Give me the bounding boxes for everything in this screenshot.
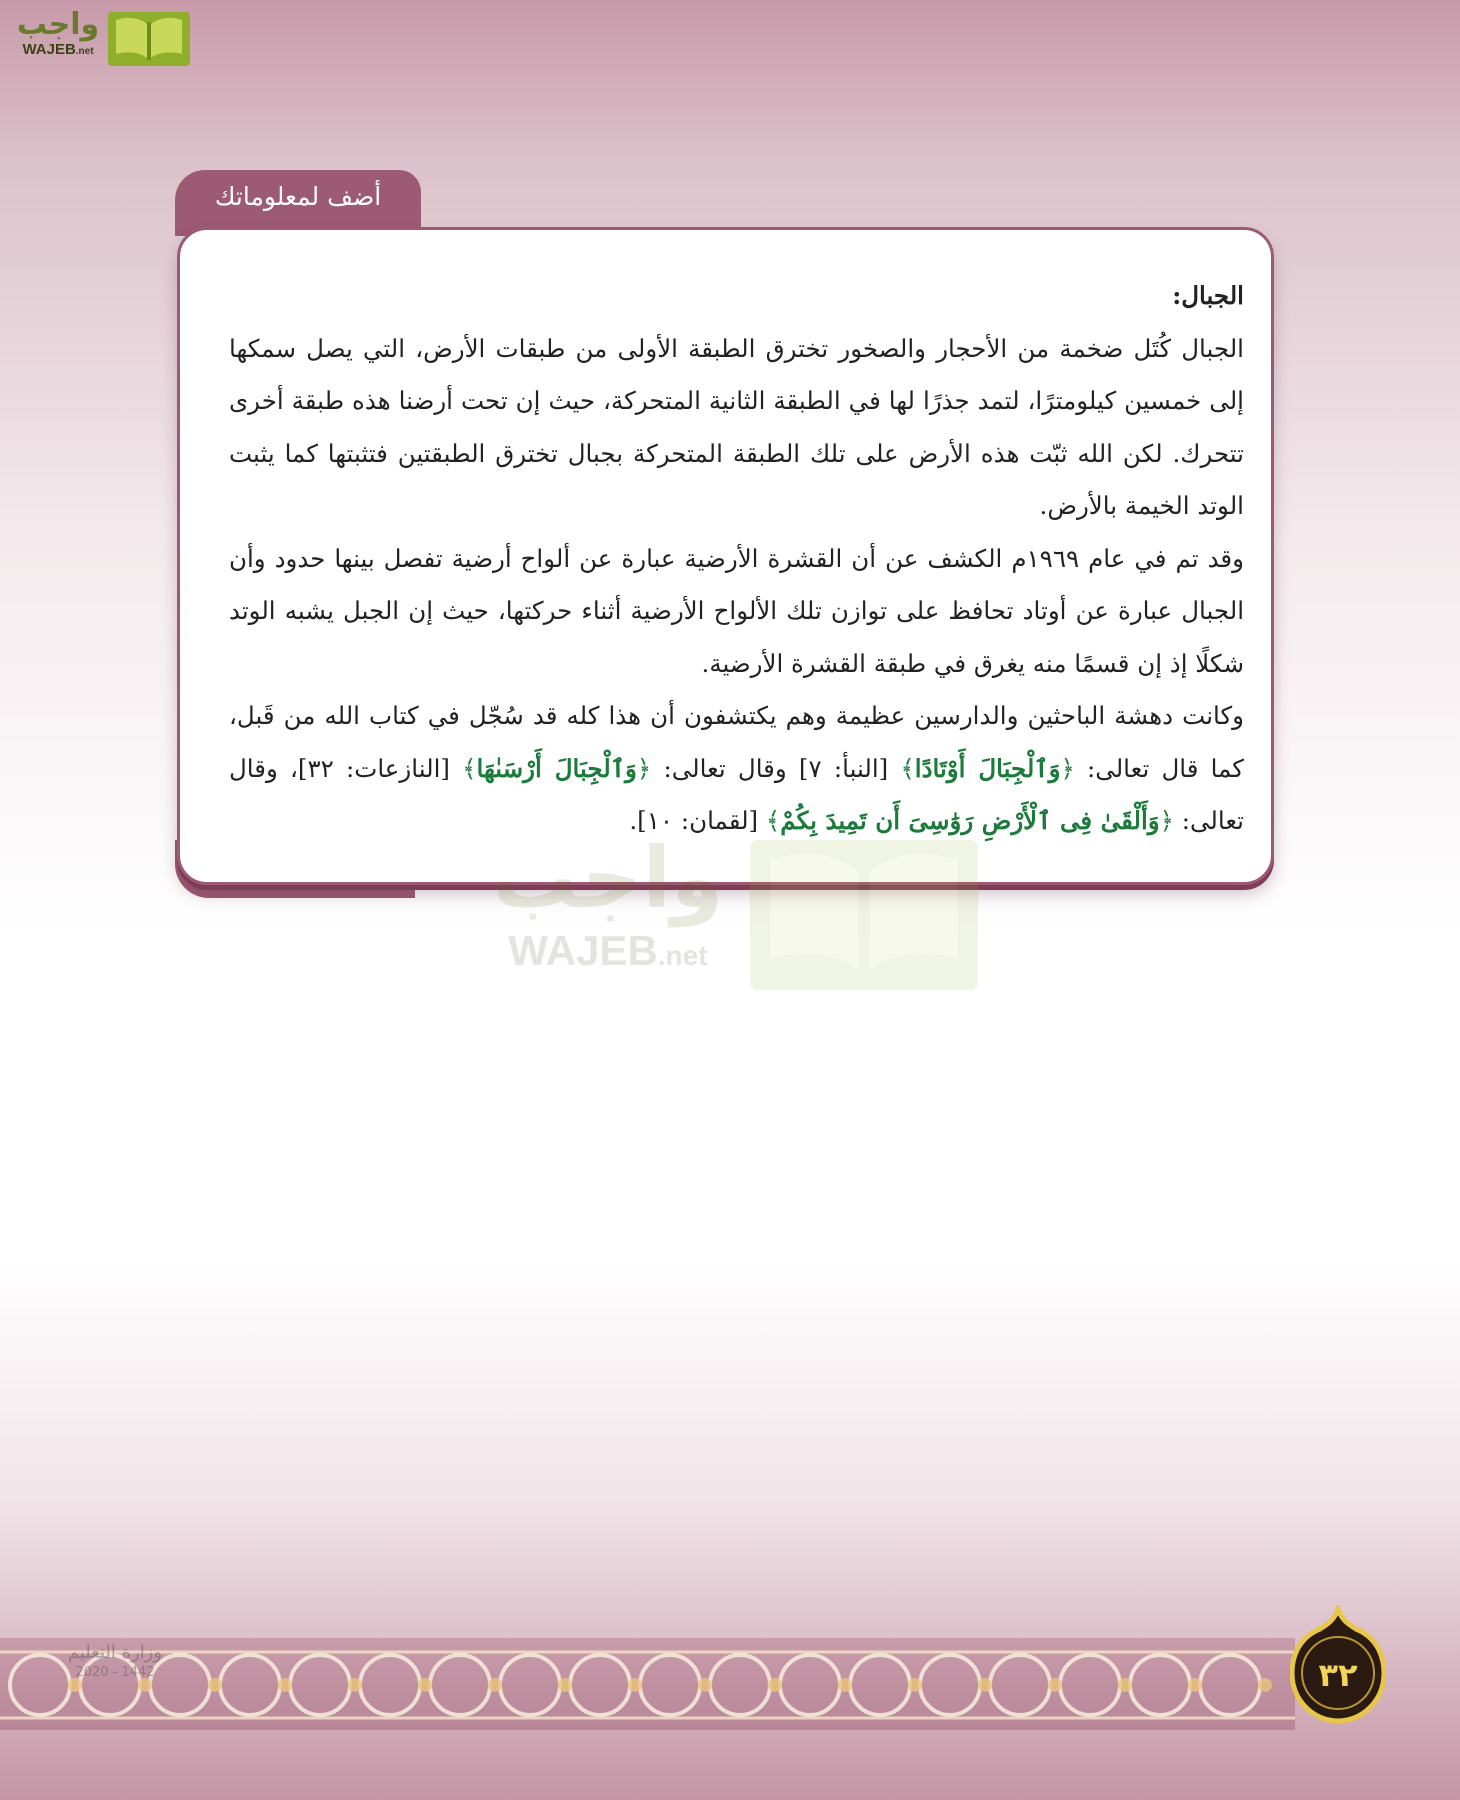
watermark-name-suffix: .net [657, 940, 708, 971]
brand-name-suffix: .net [75, 46, 94, 57]
watermark-name-latin [488, 928, 728, 979]
info-card [177, 227, 1274, 885]
verse-connector-1: وقال تعالى: [663, 753, 787, 783]
brand-name-latin-main: WAJEB [22, 41, 76, 58]
verse-reference-2: [النازعات: ٣٢]، [290, 753, 450, 783]
section-tab: أضف لمعلوماتك [175, 170, 421, 236]
ministry-name: وزارة التعليم [67, 1642, 163, 1663]
quran-verse-1: وَٱلْجِبَالَ أَوْتَادًا [914, 753, 1061, 783]
paragraph-discovery: وقد تم في عام ١٩٦٩م الكشف عن أن القشرة الأرضية عبارة عن ألواح أرضية تفصل بينها حدود وأن الجبال عبارة عن أوتاد تحافظ على توازن تلك الألواح الأرضية أثناء حركتها، حيث إن الجبل يشبه الوتد شكلًا إذ إن قسمًا منه يغرق في طبقة القشرة الأرضية. [229, 543, 1244, 678]
quran-brace-close: ﴾ [900, 753, 915, 783]
verse-reference-1: [النبأ: ٧] [798, 753, 889, 783]
brand-name-latin [10, 42, 106, 60]
quran-brace-open: ﴿ [1159, 806, 1174, 835]
ornamental-border [0, 1610, 1295, 1760]
quran-brace-close: ﴾ [462, 753, 477, 783]
verses-intro: وكانت دهشة الباحثين والدارسين عظيمة وهم يكتشفون أن هذا كله قد سُجّل في كتاب الله من قَبل، كما قال تعالى: [229, 701, 1244, 783]
brand-text [10, 8, 106, 60]
watermark-name-latin-main: WAJEB [508, 927, 658, 974]
page-number: ٣٢ [1318, 1656, 1358, 1694]
watermark-book-icon [750, 830, 978, 990]
quran-verse-2: وَٱلْجِبَالَ أَرْسَىٰهَا [476, 753, 637, 783]
watermark-name-arabic: واجب [492, 829, 724, 927]
quran-verse-3: وَأَلْقَىٰ فِى ٱلْأَرْضِ رَوَٰسِىَ أَن تَمِيدَ بِكُمْ [780, 806, 1160, 835]
ministry-logo [50, 1642, 180, 1682]
article-body [229, 270, 1244, 848]
brand-name-arabic: واجب [16, 7, 100, 42]
edition-year: 2020 - 1442 [75, 1665, 155, 1680]
brand-logo [10, 8, 190, 68]
watermark [488, 830, 978, 990]
paragraph-mountains: الجبال كُتَل ضخمة من الأحجار والصخور تخترق الطبقة الأولى من طبقات الأرض، التي يصل سمكها إلى خمسين كيلومترًا، لتمد جذرًا لها في الطبقة الثانية المتحركة، حيث إن تحت أرضنا هذه طبقة أخرى تتحرك. لكن الله ثبّت هذه الأرض على تلك الطبقة المتحركة بجبال تخترق الطبقتين فتثبتها كما يثبت الوتد الخيمة بالأرض. [229, 333, 1244, 520]
verse-connector-2: وقال تعالى: [229, 753, 1244, 835]
quran-brace-open: ﴿ [1060, 753, 1075, 783]
verse-reference-3: [لقمان: ١٠]. [629, 806, 759, 835]
quran-brace-close: ﴾ [765, 806, 781, 835]
article-heading: الجبال: [1172, 281, 1244, 310]
quran-brace-open: ﴿ [636, 753, 652, 783]
open-book-icon [108, 8, 190, 66]
paragraph-verses [229, 690, 1244, 848]
